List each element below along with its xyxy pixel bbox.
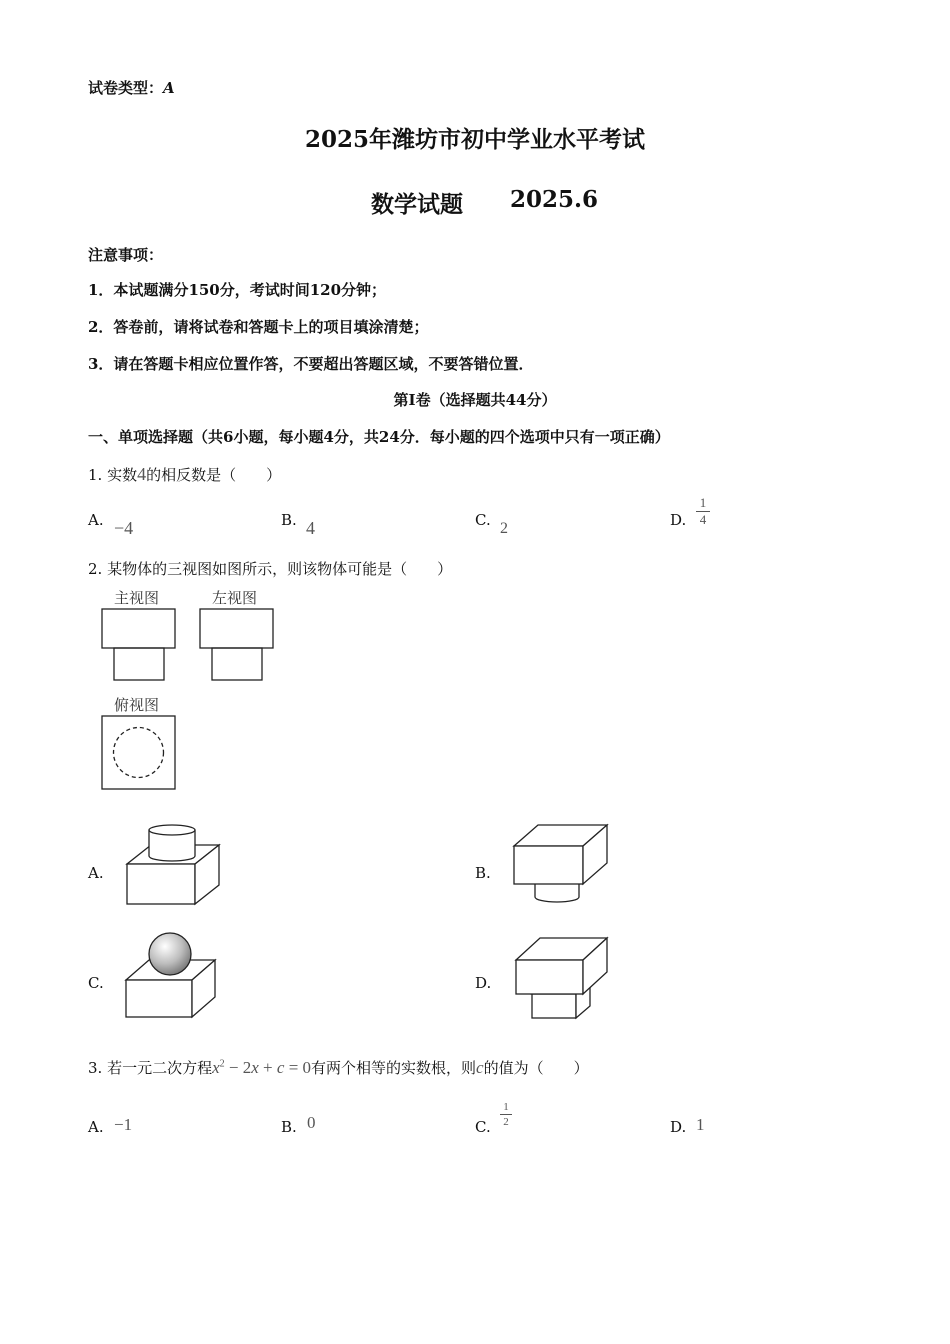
question-number: 2. <box>88 560 103 578</box>
exam-title: 2025年潍坊市初中学业水平考试 <box>304 126 645 153</box>
fraction-bar <box>500 1114 512 1115</box>
volume-title: 第Ⅰ卷（选择题共44分） <box>393 391 557 409</box>
option-label[interactable]: B. <box>475 864 491 882</box>
part-title: 一、单项选择题（共6小题，每小题4分，共24分．每小题的四个选项中只有一项正确） <box>88 428 670 446</box>
option-label: D. <box>670 511 687 529</box>
option-label[interactable]: A. <box>88 864 104 882</box>
option-label: C. <box>475 511 491 529</box>
stem-text: 若一元二次方程 <box>107 1059 213 1077</box>
eq-op: + <box>258 1058 277 1077</box>
notes-heading: 注意事项： <box>88 246 164 264</box>
stem-text: 的值为（ ） <box>483 1059 589 1077</box>
paper-type-label: 试卷类型： <box>88 79 164 97</box>
math-var: c <box>476 1058 484 1077</box>
front-view-label: 主视图 <box>114 589 160 607</box>
upper-box-front-face <box>516 960 583 994</box>
option-value: −4 <box>114 518 134 538</box>
option-value: 1 <box>696 1115 705 1134</box>
stem-text: 有两个相等的实数根，则 <box>311 1059 477 1077</box>
stem-text: 实数 <box>107 466 138 484</box>
fraction <box>500 1101 512 1128</box>
option-value: 4 <box>306 518 315 538</box>
paper-type-value: A <box>163 79 175 97</box>
question-number: 3. <box>88 1059 103 1077</box>
equation <box>212 1058 311 1077</box>
option-label[interactable]: C. <box>88 974 104 992</box>
option-label: B. <box>281 511 297 529</box>
option-label[interactable]: D. <box>475 974 492 992</box>
question-number: 1. <box>88 466 103 484</box>
option-label: D. <box>670 1118 687 1136</box>
option-label: A. <box>88 511 104 529</box>
note-item: 2．答卷前，请将试卷和答题卡上的项目填涂清楚； <box>88 318 429 336</box>
numerator: 1 <box>503 1101 509 1113</box>
exam-date: 2025.6 <box>510 186 599 213</box>
option-value: −1 <box>114 1115 133 1134</box>
stem-text: 的相反数是（ ） <box>146 466 282 484</box>
left-view-label: 左视图 <box>212 589 258 607</box>
exam-subtitle: 数学试题 <box>371 191 463 218</box>
option-label: A. <box>88 1118 104 1136</box>
question-3-stem <box>88 1057 589 1078</box>
option-value: 2 <box>500 520 508 537</box>
math-value: 4 <box>137 464 147 484</box>
option-label: B. <box>281 1118 297 1136</box>
top-view-label: 俯视图 <box>114 696 160 714</box>
denominator: 4 <box>699 512 707 527</box>
eq-var: x <box>251 1058 259 1077</box>
eq-term: − 2 <box>224 1058 252 1077</box>
eq-rhs: = 0 <box>284 1058 312 1077</box>
stem-text: 某物体的三视图如图所示，则该物体可能是（ ） <box>107 560 453 578</box>
option-value: 0 <box>307 1113 316 1132</box>
eq-var: c <box>276 1058 285 1077</box>
option-label: C. <box>475 1118 491 1136</box>
numerator: 1 <box>699 495 707 510</box>
note-item: 3．请在答题卡相应位置作答，不要超出答题区域，不要答错位置． <box>88 355 534 373</box>
lower-box-front-face <box>532 994 576 1018</box>
note-item: 1．本试题满分150分，考试时间120分钟； <box>88 281 387 299</box>
eq-var: x <box>212 1058 220 1077</box>
eq-exponent: 2 <box>219 1058 225 1070</box>
denominator: 2 <box>503 1116 509 1128</box>
